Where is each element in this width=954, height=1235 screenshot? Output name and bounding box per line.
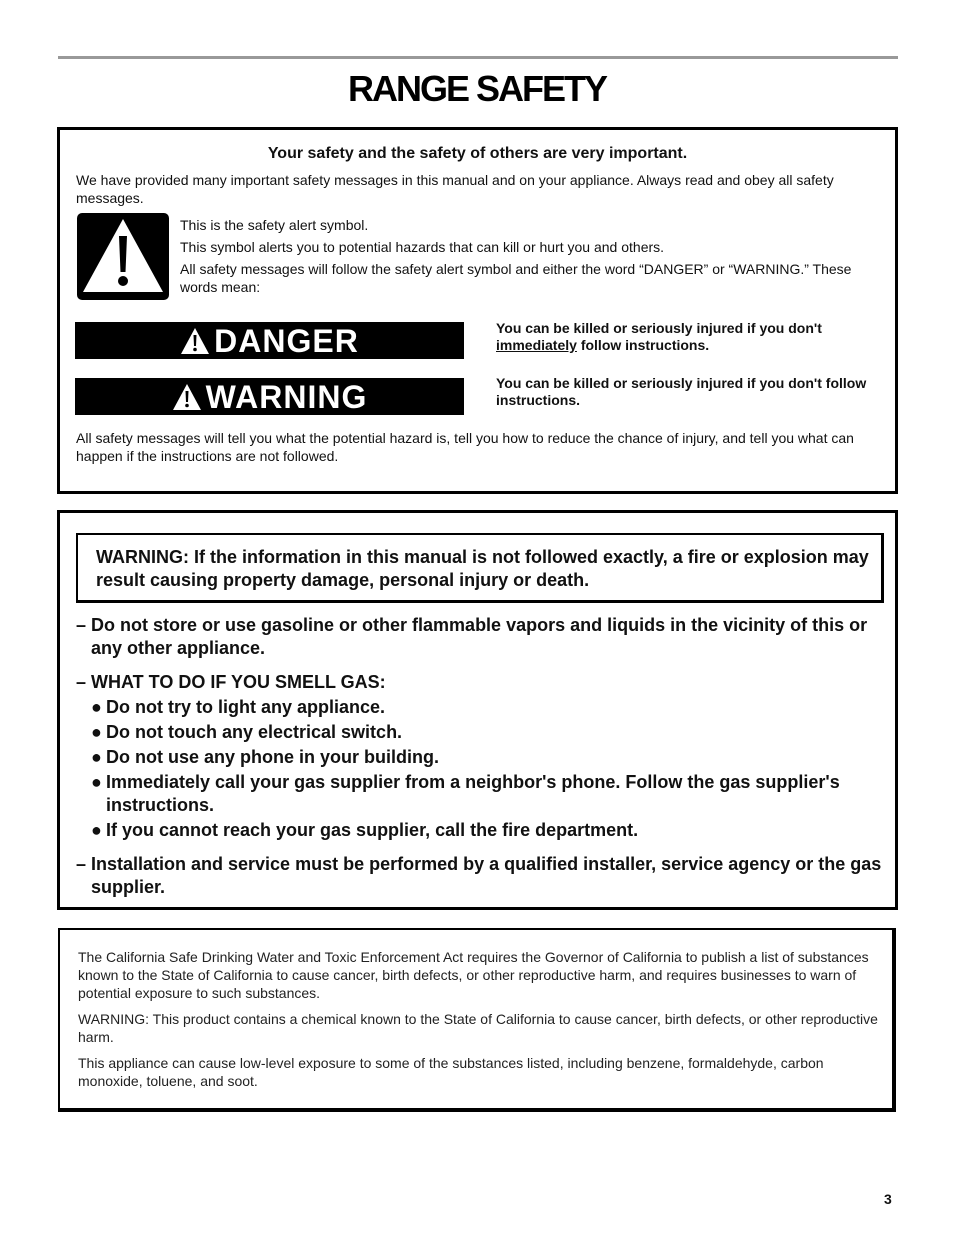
page-title: RANGE SAFETY xyxy=(347,68,607,109)
alert-symbol-explanation xyxy=(180,216,880,300)
list-item: ● Immediately call your gas supplier from a neighbor's phone. Follow the gas supplier's instructions. xyxy=(91,772,840,815)
california-notice-text xyxy=(78,948,878,1098)
safety-intro: We have provided many important safety messages in this manual and on your appliance. Always read and obey all safety messages. xyxy=(76,172,834,206)
warning-description: You can be killed or seriously injured if you don't follow instructions. xyxy=(496,375,867,408)
list-item: – Installation and service must be performed by a qualified installer, service agency or the gas supplier. xyxy=(76,854,882,897)
danger-signal-bar xyxy=(75,322,464,359)
top-rule xyxy=(58,56,898,59)
danger-emphasis: immediately xyxy=(496,337,577,353)
list-item: ● Do not use any phone in your building. xyxy=(91,747,439,767)
warning-signal-bar xyxy=(75,378,464,415)
list-item: ● Do not try to light any appliance. xyxy=(91,697,386,717)
gas-warning-box xyxy=(57,510,898,910)
warning-alert-icon xyxy=(172,383,202,411)
notice-paragraph: This appliance can cause low-level exposure to some of the substances listed, including benzene, formaldehyde, carbon monoxide, toluene, and soot. xyxy=(78,1055,824,1089)
notice-paragraph: WARNING: This product contains a chemical known to the State of California to cause cancer, birth defects, or other reproductive harm. xyxy=(78,1011,878,1045)
warning-label: WARNING xyxy=(205,378,368,415)
list-item: ● If you cannot reach your gas supplier, call the fire department. xyxy=(91,820,639,840)
smell-gas-heading: WHAT TO DO IF YOU SMELL GAS: xyxy=(91,672,386,692)
list-item: – WHAT TO DO IF YOU SMELL GAS: ● Do not try to light any appliance. ● Do not touch any electrical switch. ● Do not use any phone in your building. ● Immediately call your gas supplier from a neighbor's phone. Follow the gas supplier's instructions. ● If you cannot reach your gas supplier, call the fire department. xyxy=(76,671,886,842)
california-notice-box xyxy=(58,928,896,1112)
danger-description: You can be killed or seriously injured if you don't immediately follow instructions. xyxy=(496,320,822,353)
warning-headline: WARNING: If the information in this manual is not followed exactly, a fire or explosion may result causing property damage, personal injury or death. xyxy=(96,547,869,590)
safety-info-box xyxy=(57,127,898,494)
smell-gas-steps xyxy=(91,696,886,842)
safety-heading: Your safety and the safety of others are very important. xyxy=(267,145,688,162)
safety-footer: All safety messages will tell you what the potential hazard is, tell you how to reduce the chance of injury, and tell you what can happen if the instructions are not followed. xyxy=(76,430,854,464)
danger-alert-icon xyxy=(180,327,210,355)
danger-label: DANGER xyxy=(214,322,359,359)
gas-instructions xyxy=(76,614,886,910)
alert-line: All safety messages will follow the safety alert symbol and either the word “DANGER” or “WARNING.” These words mean: xyxy=(180,261,852,295)
list-item: ● Do not touch any electrical switch. xyxy=(91,722,403,742)
fire-explosion-warning xyxy=(76,533,884,603)
list-item: – Do not store or use gasoline or other flammable vapors and liquids in the vicinity of this or any other appliance. xyxy=(76,615,868,658)
alert-line: This symbol alerts you to potential hazards that can kill or hurt you and others. xyxy=(180,239,665,255)
page-number: 3 xyxy=(884,1191,892,1207)
notice-paragraph: The California Safe Drinking Water and Toxic Enforcement Act requires the Governor of California to publish a list of substances known to the State of California to cause cancer, birth defects, or other reproductive harm, and requires businesses to warn of potential exposure to such substances. xyxy=(78,949,869,1001)
safety-alert-icon xyxy=(76,212,170,301)
alert-line: This is the safety alert symbol. xyxy=(180,217,369,233)
